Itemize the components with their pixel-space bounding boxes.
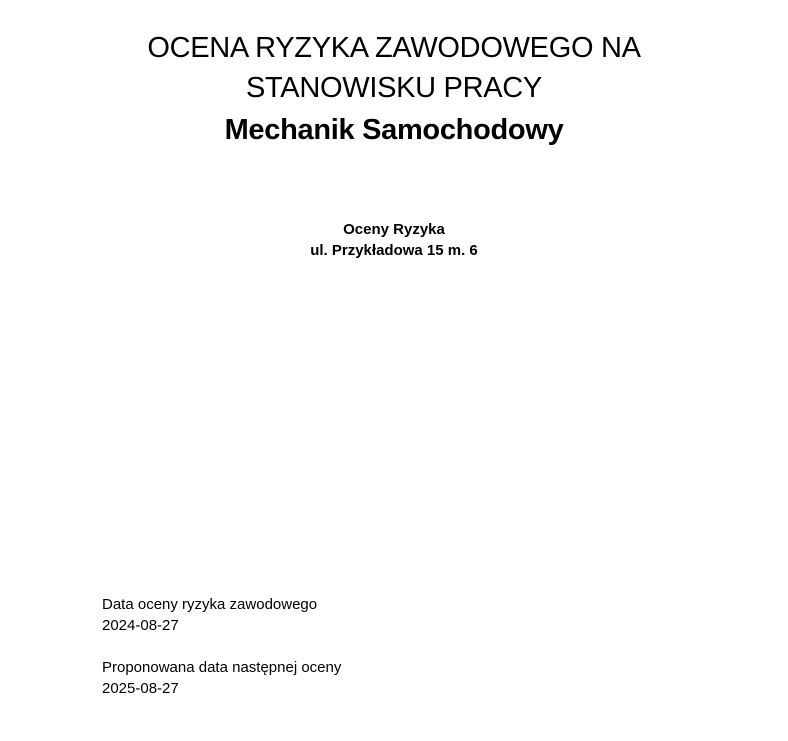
next-assessment-date-block bbox=[102, 657, 341, 699]
title-line-1: OCENA RYZYKA ZAWODOWEGO NA bbox=[147, 32, 641, 64]
organization-info bbox=[0, 219, 788, 261]
assessment-date-block bbox=[102, 594, 317, 636]
next-assessment-date-label: Proponowana data następnej oceny bbox=[102, 659, 342, 676]
next-assessment-date-value: 2025-08-27 bbox=[102, 680, 179, 697]
organization-address: ul. Przykładowa 15 m. 6 bbox=[310, 242, 478, 259]
organization-name: Oceny Ryzyka bbox=[343, 221, 445, 238]
assessment-date-value: 2024-08-27 bbox=[102, 617, 179, 634]
assessment-date-label: Data oceny ryzyka zawodowego bbox=[102, 596, 318, 613]
document-title bbox=[0, 28, 788, 152]
job-position-title: Mechanik Samochodowy bbox=[224, 114, 564, 146]
title-line-2: STANOWISKU PRACY bbox=[246, 72, 542, 104]
